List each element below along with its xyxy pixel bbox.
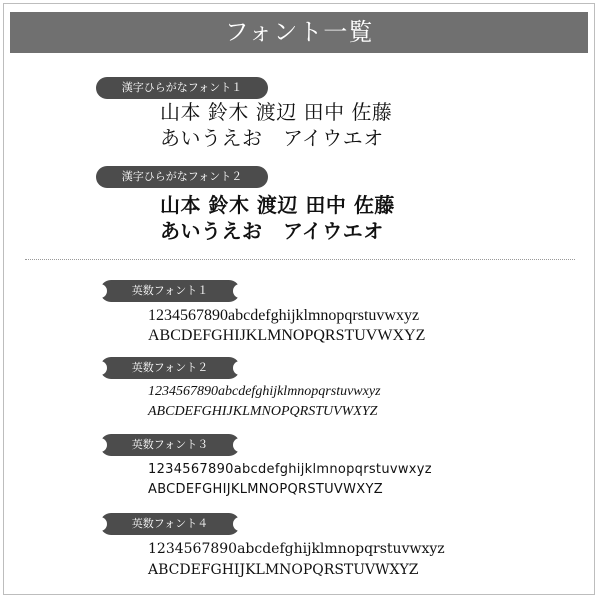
kanji-font-2-names: 山本 鈴木 渡辺 田中 佐藤 xyxy=(160,193,395,217)
section-tag-label: 英数フォント４ xyxy=(131,517,209,530)
section-tag-kanji-font-2 xyxy=(96,166,268,188)
english-font-1-uppercase: ABCDEFGHIJKLMNOPQRSTUVWXYZ xyxy=(148,327,426,344)
section-tag-english-font-2 xyxy=(100,357,240,379)
section-tag-label: 漢字ひらがなフォント２ xyxy=(121,170,243,183)
english-font-3-uppercase: ABCDEFGHIJKLMNOPQRSTUVWXYZ xyxy=(148,482,383,497)
english-font-1-lowercase: 1234567890abcdefghijklmnopqrstuvwxyz xyxy=(148,307,420,324)
section-divider xyxy=(25,259,575,260)
english-font-2-lowercase: 1234567890abcdefghijklmnopqrstuvwxyz xyxy=(148,384,381,399)
section-tag-english-font-4 xyxy=(100,513,240,535)
section-tag-label: 英数フォント２ xyxy=(131,361,209,374)
kanji-font-1-kana: あいうえお アイウエオ xyxy=(160,126,384,150)
section-tag-english-font-1 xyxy=(100,280,240,302)
kanji-font-1-names: 山本 鈴木 渡辺 田中 佐藤 xyxy=(160,100,393,124)
section-tag-kanji-font-1 xyxy=(96,77,268,99)
english-font-4-lowercase: 1234567890abcdefghijklmnopqrstuvwxyz xyxy=(148,541,445,557)
kanji-font-2-kana: あいうえお アイウエオ xyxy=(160,219,384,243)
english-font-2-uppercase: ABCDEFGHIJKLMNOPQRSTUVWXYZ xyxy=(148,404,378,419)
section-tag-label: 英数フォント３ xyxy=(131,438,209,451)
page-title: フォント一覧 xyxy=(10,12,588,53)
section-tag-label: 漢字ひらがなフォント１ xyxy=(121,81,243,94)
section-tag-english-font-3 xyxy=(100,434,240,456)
english-font-4-uppercase: ABCDEFGHIJKLMNOPQRSTUVWXYZ xyxy=(148,562,419,578)
english-font-3-lowercase: 1234567890abcdefghijklmnopqrstuvwxyz xyxy=(148,462,432,477)
page-frame xyxy=(3,3,595,595)
section-tag-label: 英数フォント１ xyxy=(131,284,209,297)
